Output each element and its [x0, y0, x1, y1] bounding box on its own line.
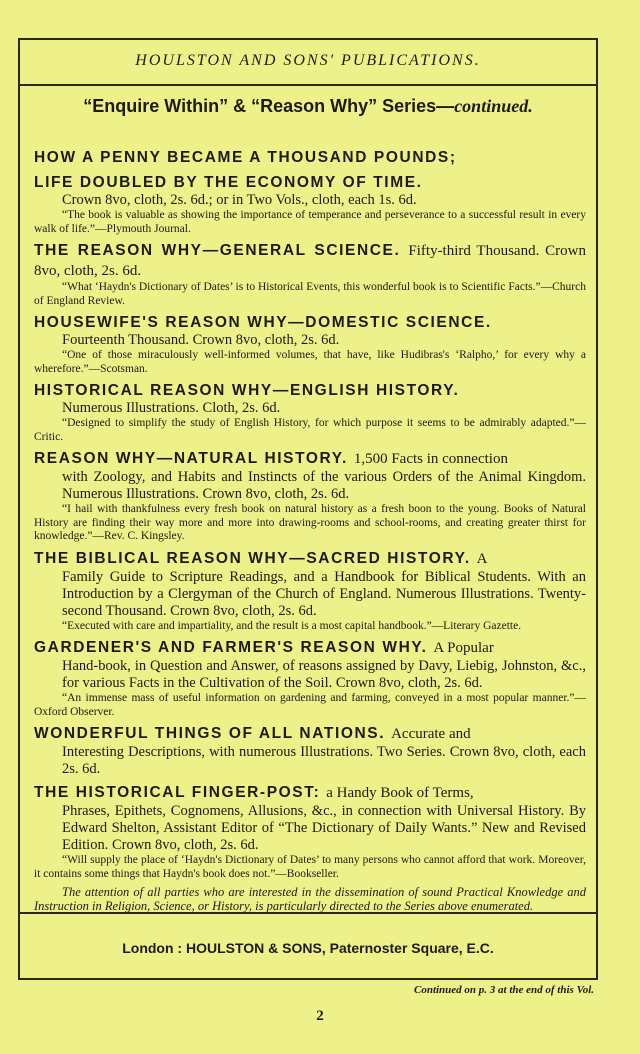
entry-heading — [34, 449, 586, 469]
entry-heading-after: a Handy Book of Terms, — [326, 785, 474, 801]
entry-description: Interesting Descriptions, with numerous Illustrations. Two Series. Crown 8vo, cloth, each 2s. 6d. — [62, 744, 586, 777]
entry-quote: “An immense mass of useful information on gardening and farming, conveyed in a most popular manner.”—Oxford Observer. — [34, 692, 586, 718]
entries-list — [34, 148, 586, 913]
entry-heading-text: THE REASON WHY—GENERAL SCIENCE. — [34, 242, 401, 259]
entry — [34, 241, 586, 308]
entry-quote: “Designed to simplify the study of English History, for which purpose it seems to be admirably adapted.”—Critic. — [34, 417, 586, 443]
page-frame — [18, 38, 598, 980]
publisher-header: HOULSTON AND SONS' PUBLICATIONS. — [135, 52, 481, 69]
entry-heading: HOUSEWIFE'S REASON WHY—DOMESTIC SCIENCE. — [34, 314, 492, 331]
entry-description: Hand-book, in Question and Answer, of reasons assigned by Davy, Liebig, Johnston, &c., for various Facts in the Cultivation of the Soil. Crown 8vo, cloth, 2s. 6d. — [62, 658, 586, 691]
series-footer-note: The attention of all parties who are interested in the dissemination of sound Practical Knowledge and Instruction in Religion, Science, or History, is particularly directed to the Series above enumerated. — [34, 885, 586, 913]
entry-heading-text: THE HISTORICAL FINGER-POST: — [34, 784, 321, 801]
entry-heading: HISTORICAL REASON WHY—ENGLISH HISTORY. — [34, 382, 460, 399]
entry — [34, 173, 586, 236]
entry-description: Fourteenth Thousand. Crown 8vo, cloth, 2s. 6d. — [62, 332, 340, 348]
entry-heading-text: REASON WHY—NATURAL HISTORY. — [34, 450, 348, 467]
entry-quote: “What ‘Haydn's Dictionary of Dates’ is to Historical Events, this wonderful book is to Scientific Facts.”—Church of England Review. — [34, 281, 586, 307]
entry-heading — [34, 783, 586, 803]
series-continued: continued. — [454, 96, 533, 116]
entry — [34, 381, 586, 444]
entry — [34, 638, 586, 719]
entry-description: Phrases, Epithets, Cognomens, Allusions, &c., in connection with Universal History. By Edward Shelton, Assistant Editor of “The Dictionary of Daily Wants.” New and Revised Edition. Crown 8vo, cloth, 2s. 6d. — [62, 803, 586, 853]
series-title-text: “Enquire Within” & “Reason Why” Series— — [83, 96, 455, 116]
header-rule — [20, 84, 596, 86]
continued-note: Continued on p. 3 at the end of this Vol. — [413, 984, 594, 996]
entry — [34, 313, 586, 376]
entry-heading-after: 1,500 Facts in connection — [353, 451, 508, 467]
entry — [34, 783, 586, 881]
entry-heading: HOW A PENNY BECAME A THOUSAND POUNDS; — [34, 149, 457, 166]
page-number: 2 — [316, 1008, 324, 1024]
entry-heading-after: Accurate and — [391, 726, 471, 742]
entry-heading-after: Fifty-third Thousand. Crown 8vo, cloth, 2s. 6d. — [34, 243, 586, 279]
entry-heading — [34, 549, 586, 569]
entry-description: Family Guide to Scripture Readings, and a Handbook for Biblical Students. With an Introduction by a Clergyman of the Church of England. Numerous Illustrations. Twenty-second Thousand. Crown 8vo, cloth, 2s. 6d. — [62, 568, 586, 619]
entry-heading — [34, 241, 586, 281]
entry-heading — [34, 638, 586, 658]
entry — [34, 148, 586, 167]
entry-heading-text: THE BIBLICAL REASON WHY—SACRED HISTORY. — [34, 549, 471, 567]
entry-heading-text: GARDENER'S AND FARMER'S REASON WHY. — [34, 639, 428, 656]
entry-quote: “The book is valuable as showing the importance of temperance and perseverance to a successful result in every walk of life.”—Plymouth Journal. — [34, 209, 586, 235]
entry — [34, 449, 586, 544]
entry-heading-text: WONDERFUL THINGS OF ALL NATIONS. — [34, 725, 386, 742]
entry-description: Crown 8vo, cloth, 2s. 6d.; or in Two Vols., cloth, each 1s. 6d. — [62, 192, 417, 208]
publisher-address: London : HOULSTON & SONS, Paternoster Square, E.C. — [122, 940, 494, 956]
entry-quote: “Will supply the place of ‘Haydn's Dictionary of Dates’ to many persons who cannot afford that work. Moreover, it contains some things that Haydn's book does not.”—Bookseller. — [34, 854, 586, 880]
entry — [34, 724, 586, 778]
footer-rule — [20, 912, 596, 914]
entry-heading-after: A — [476, 550, 488, 567]
entry-heading: LIFE DOUBLED BY THE ECONOMY OF TIME. — [34, 174, 423, 191]
entry-quote: “Executed with care and impartiality, and the result is a most capital handbook.”—Literary Gazette. — [62, 619, 522, 632]
entry-quote: “One of those miraculously well-informed volumes, that have, like Hudibras's ‘Ralpho,’ for every why a wherefore.”—Scotsman. — [34, 349, 586, 375]
entry-heading — [34, 724, 586, 744]
entry-description: Numerous Illustrations. Cloth, 2s. 6d. — [62, 400, 281, 416]
series-title — [20, 96, 596, 117]
entry — [34, 549, 586, 634]
entry-quote: “I hail with thankfulness every fresh book on natural history as a fresh boon to the young. Books of Natural History are finding their way more and more into drawing-rooms and school-rooms, and creating greater thirst for knowledge.”—Rev. C. Kingsley. — [34, 503, 586, 542]
entry-heading-after: A Popular — [433, 640, 494, 656]
entry-description: with Zoology, and Habits and Instincts of the various Orders of the Animal Kingdom. Numerous Illustrations. Crown 8vo, cloth, 2s. 6d. — [62, 469, 586, 502]
